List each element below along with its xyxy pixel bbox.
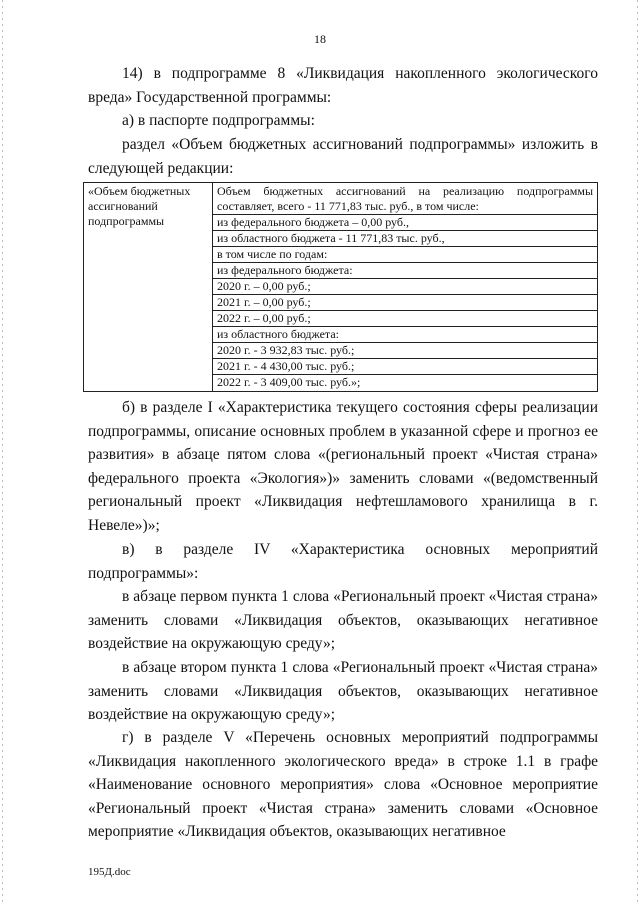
table-line: 2022 г. – 0,00 руб.; bbox=[213, 310, 597, 326]
paragraph-section-budget: раздел «Объем бюджетных ассигнований подпрограммы» изложить в следующей редакции: bbox=[88, 136, 598, 177]
table-line: Объем бюджетных ассигнований на реализацию подпрограммы bbox=[217, 184, 593, 198]
table-line: в том числе по годам: bbox=[213, 246, 597, 262]
page-number: 18 bbox=[314, 32, 326, 46]
table-line: из федерального бюджета – 0,00 руб., bbox=[213, 214, 597, 230]
table-line: из областного бюджета: bbox=[213, 326, 597, 342]
paragraph-passport: а) в паспорте подпрограммы: bbox=[122, 112, 315, 129]
table-line: 2021 г. - 4 430,00 тыс. руб.; bbox=[213, 358, 597, 374]
budget-label-cell: «Объем бюджетных ассигнований подпрограммы bbox=[84, 183, 213, 392]
paragraph-subprogram-8: 14) в подпрограмме 8 «Ликвидация накопленного экологического вреда» Государственной программы: bbox=[88, 65, 598, 106]
paragraph-item-1-second: в абзаце втором пункта 1 слова «Региональный проект «Чистая страна» заменить словами «Ликвидация объектов, оказывающих негативное воздействие на окружающую среду»; bbox=[88, 659, 598, 723]
table-line: из федерального бюджета: bbox=[213, 262, 597, 278]
table-line: составляет, всего - 11 771,83 тыс. руб., в том числе: bbox=[217, 199, 479, 213]
footer-filename: 195Д.doc bbox=[88, 866, 131, 878]
budget-values-cell bbox=[213, 183, 598, 392]
paragraph-section-1: б) в разделе I «Характеристика текущего состояния сферы реализации подпрограммы, описание основных проблем в указанной сфере и прогноз ее развития» в абзаце пятом слова «(региональный проект «Чистая страна» федерального проекта «Экология»)» заменить словами «(ведомственный региональный проект «Ликвидация нефтешламового хранилища в г. Невеле»)»; bbox=[88, 399, 598, 534]
paragraph-section-4: в) в разделе IV «Характеристика основных мероприятий подпрограммы»: bbox=[88, 541, 598, 582]
table-line: 2021 г. – 0,00 руб.; bbox=[213, 294, 597, 310]
paragraph-section-5: г) в разделе V «Перечень основных мероприятий подпрограммы «Ликвидация накопленного экологического вреда» в строке 1.1 в графе «Наименование основного мероприятия» слова «Основное мероприятие «Региональный проект «Чистая страна» заменить словами «Основное мероприятие «Ликвидация объектов, оказывающих негативное bbox=[88, 729, 598, 840]
paragraph-item-1-first: в абзаце первом пункта 1 слова «Региональный проект «Чистая страна» заменить словами «Ликвидация объектов, оказывающих негативное воздействие на окружающую среду»; bbox=[88, 588, 598, 652]
scan-edge-left bbox=[2, 0, 3, 905]
table-line: 2022 г. - 3 409,00 тыс. руб.»; bbox=[213, 374, 597, 390]
budget-table bbox=[83, 182, 598, 392]
table-row bbox=[84, 183, 598, 392]
scan-edge-right bbox=[637, 0, 638, 905]
table-line: 2020 г. – 0,00 руб.; bbox=[213, 278, 597, 294]
table-line: 2020 г. - 3 932,83 тыс. руб.; bbox=[213, 342, 597, 358]
table-line: из областного бюджета - 11 771,83 тыс. руб., bbox=[213, 230, 597, 246]
